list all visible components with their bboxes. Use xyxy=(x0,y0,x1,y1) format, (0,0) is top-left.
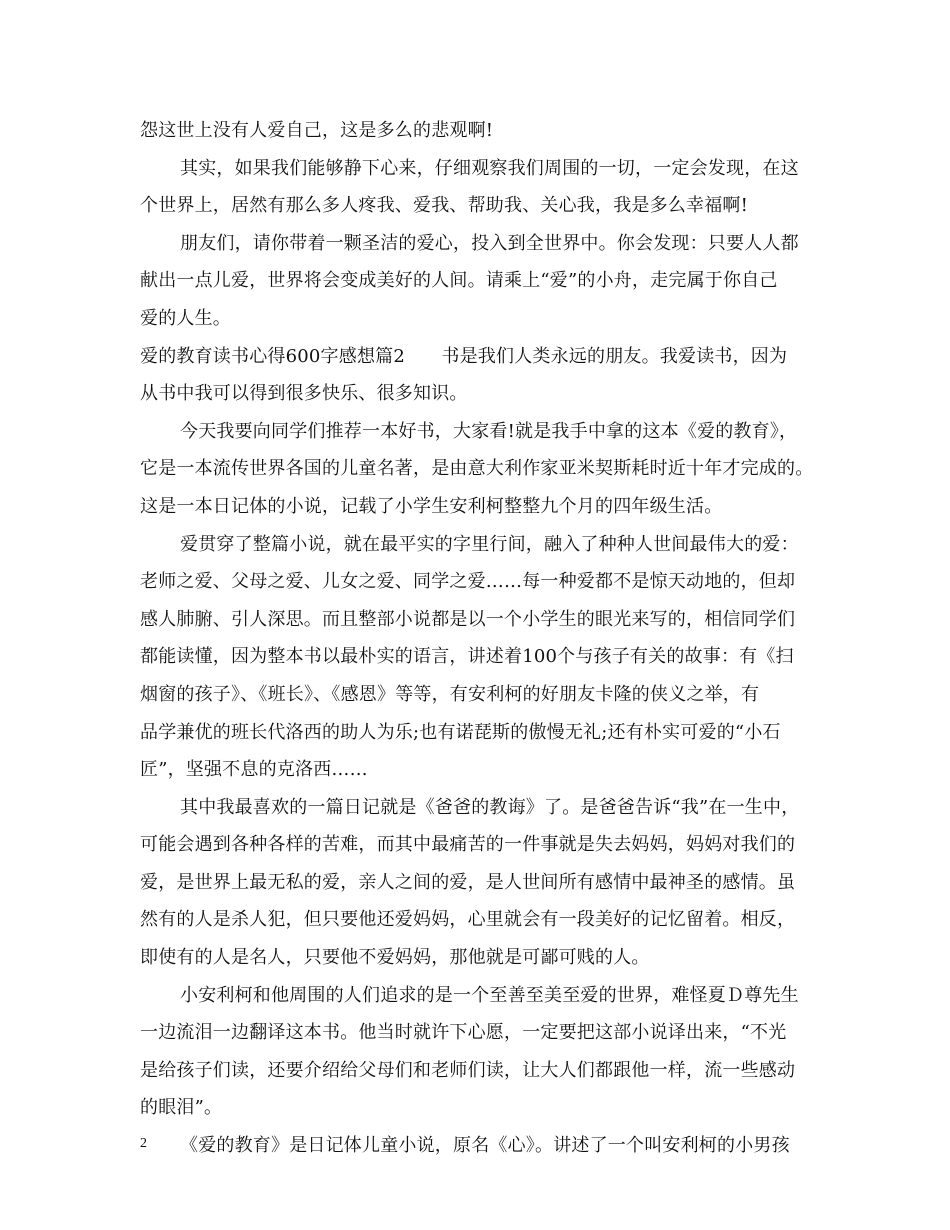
text-line: 烟窗的孩子》、《班长》、《感恩》等等，有安利柯的好朋友卡隆的侠义之举，有 xyxy=(140,683,760,705)
text-line: 然有的人是杀人犯，但只要他还爱妈妈，心里就会有一段美好的记忆留着。相反， xyxy=(140,909,796,931)
text-line: 《爱的教育》是日记体儿童小说，原名《心》。讲述了一个叫安利柯的小男孩 xyxy=(180,1135,790,1157)
text-line: 都能读懂，因为整本书以最朴实的语言，讲述着100个与孩子有关的故事：有《扫 xyxy=(140,646,794,668)
document-body xyxy=(140,112,830,1165)
text-line: 一边流泪一边翻译这本书。他当时就许下心愿，一定要把这部小说译出来，“不光 xyxy=(140,1022,787,1044)
text-line: 爱，是世界上最无私的爱，亲人之间的爱，是人世间所有感情中最神圣的感情。虽 xyxy=(140,871,796,893)
text-line: 这是一本日记体的小说，记载了小学生安利柯整整九个月的四年级生活。 xyxy=(140,495,723,517)
text-line: 它是一本流传世界各国的儿童名著，是由意大利作家亚米契斯耗时近十年才完成的。 xyxy=(140,458,814,480)
text-line: 老师之爱、父母之爱、儿女之爱、同学之爱……每一种爱都不是惊天动地的，但却 xyxy=(140,571,796,593)
page-number: 2 xyxy=(140,1136,147,1151)
text-line: 朋友们，请你带着一颗圣洁的爱心，投入到全世界中。你会发现：只要人人都 xyxy=(180,232,799,254)
text-line: 怨这世上没有人爱自己，这是多么的悲观啊! xyxy=(140,120,494,141)
text-line: 其实，如果我们能够静下心来，仔细观察我们周围的一切，一定会发现，在这 xyxy=(180,157,799,179)
text-line: 品学兼优的班长代洛西的助人为乐;也有诺琵斯的傲慢无礼;还有朴实可爱的“小石 xyxy=(140,721,781,743)
text-line: 爱贯穿了整篇小说，就在最平实的字里行间，融入了种种人世间最伟大的爱： xyxy=(180,533,799,555)
text-line: 匠”，坚强不息的克洛西…… xyxy=(140,759,368,781)
text-line: 是给孩子们读，还要介绍给父母们和老师们读，让大人们都跟他一样，流一些感动 xyxy=(140,1059,796,1081)
text-line: 其中我最喜欢的一篇日记就是《爸爸的教诲》了。是爸爸告诉“我”在一生中， xyxy=(180,796,800,818)
text-line: 献出一点儿爱，世界将会变成美好的人间。请乘上“爱”的小舟，走完属于你自己 xyxy=(140,270,778,292)
text-line: 从书中我可以得到很多快乐、很多知识。 xyxy=(140,383,468,405)
text-line: 的眼泪”。 xyxy=(140,1097,223,1119)
text-line: 小安利柯和他周围的人们追求的是一个至善至美至爱的世界，难怪夏Ｄ尊先生 xyxy=(180,984,799,1006)
text-line: 可能会遇到各种各样的苦难，而其中最痛苦的一件事就是失去妈妈，妈妈对我们的 xyxy=(140,834,796,856)
text-line: 即使有的人是名人，只要他不爱妈妈，那他就是可鄙可贱的人。 xyxy=(140,947,650,969)
text-line: 个世界上，居然有那么多人疼我、爱我、帮助我、关心我，我是多么幸福啊! xyxy=(140,195,749,217)
text-line: 今天我要向同学们推荐一本好书，大家看!就是我手中拿的这本《爱的教育》， xyxy=(180,420,798,442)
section-heading-line: 爱的教育读书心得600字感想篇2 书是我们人类永远的朋友。我爱读书，因为 xyxy=(140,345,788,367)
text-line: 爱的人生。 xyxy=(140,307,231,329)
text-line: 感人肺腑、引人深思。而且整部小说都是以一个小学生的眼光来写的，相信同学们 xyxy=(140,608,796,630)
